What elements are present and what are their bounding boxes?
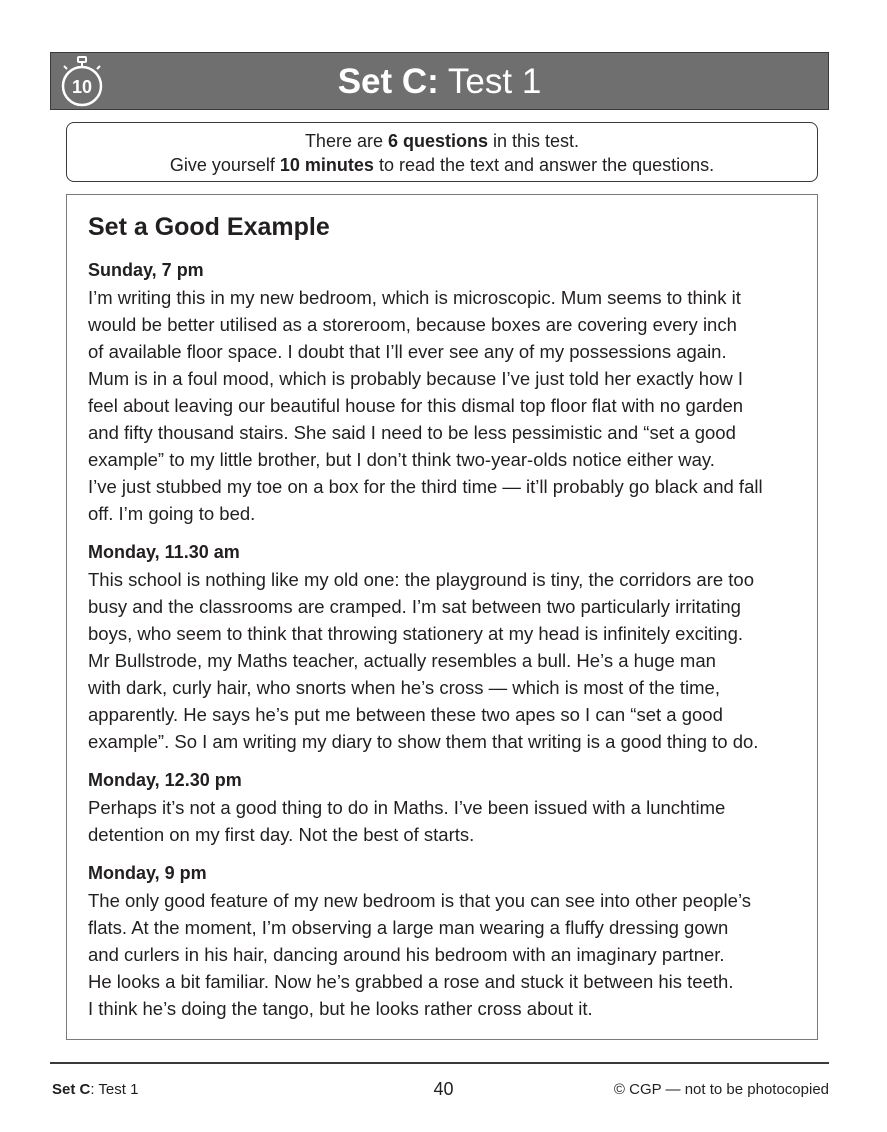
entry-line: of available floor space. I doubt that I’ll ever see any of my possessions again. [88, 341, 727, 362]
entry-line: I’m writing this in my new bedroom, which is microscopic. Mum seems to think it [88, 287, 741, 308]
instructions-box [66, 122, 818, 182]
entry-line: I think he’s doing the tango, but he looks rather cross about it. [88, 998, 593, 1019]
entry-line: off. I’m going to bed. [88, 503, 256, 524]
passage-title: Set a Good Example [88, 213, 330, 241]
entry-line: This school is nothing like my old one: the playground is tiny, the corridors are too [88, 569, 754, 590]
entry-line: busy and the classrooms are cramped. I’m sat between two particularly irritating [88, 596, 741, 617]
entry-heading: Sunday, 7 pm [88, 260, 204, 280]
footer-test-label: Set C: Test 1 [52, 1081, 139, 1098]
entry-line: I’ve just stubbed my toe on a box for the third time — it’ll probably go black and fall [88, 476, 763, 497]
entry-line: example” to my little brother, but I don’t think two-year-olds notice either way. [88, 449, 715, 470]
entry-line: and curlers in his hair, dancing around his bedroom with an imaginary partner. [88, 944, 725, 965]
entry-line: apparently. He says he’s put me between these two apes so I can “set a good [88, 704, 723, 725]
diary-entry [88, 767, 808, 848]
instructions-line-1: There are 6 questions in this test. [304, 131, 580, 151]
passage-content [88, 209, 808, 1034]
entry-line: flats. At the moment, I’m observing a large man wearing a fluffy dressing gown [88, 917, 729, 938]
page-title [51, 62, 828, 102]
entry-line: Perhaps it’s not a good thing to do in Maths. I’ve been issued with a lunchtime [88, 797, 726, 818]
entry-line: would be better utilised as a storeroom, because boxes are covering every inch [88, 314, 737, 335]
entry-line: He looks a bit familiar. Now he’s grabbed a rose and stuck it between his teeth. [88, 971, 734, 992]
entry-line: Mr Bullstrode, my Maths teacher, actually resembles a bull. He’s a huge man [88, 650, 716, 671]
entry-line: Mum is in a foul mood, which is probably because I’ve just told her exactly how I [88, 368, 744, 389]
instructions-line-2: Give yourself 10 minutes to read the text and answer the questions. [169, 155, 715, 175]
entry-line: example”. So I am writing my diary to show them that writing is a good thing to do. [88, 731, 759, 752]
passage-box [66, 194, 818, 1040]
diary-entry [88, 257, 808, 527]
title-bold: Set C: [337, 62, 439, 101]
entry-line: detention on my first day. Not the best of starts. [88, 824, 475, 845]
timer-number: 10 [71, 77, 93, 97]
header-bar [50, 52, 829, 110]
title-rest: Test 1 [438, 62, 542, 101]
diary-entry [88, 860, 808, 1022]
entry-heading: Monday, 12.30 pm [88, 770, 242, 790]
copyright-notice: © CGP — not to be photocopied [613, 1081, 829, 1098]
diary-entry [88, 539, 808, 755]
entry-line: and fifty thousand stairs. She said I need to be less pessimistic and “set a good [88, 422, 736, 443]
entry-line: The only good feature of my new bedroom is that you can see into other people’s [88, 890, 751, 911]
page-number: 40 [433, 1079, 454, 1099]
entry-line: with dark, curly hair, who snorts when he’s cross — which is most of the time, [88, 677, 720, 698]
entry-heading: Monday, 11.30 am [88, 542, 240, 562]
footer-divider [50, 1062, 829, 1064]
entry-line: feel about leaving our beautiful house for this dismal top floor flat with no garden [88, 395, 744, 416]
entry-line: boys, who seem to think that throwing stationery at my head is infinitely exciting. [88, 623, 744, 644]
entry-heading: Monday, 9 pm [88, 863, 207, 883]
